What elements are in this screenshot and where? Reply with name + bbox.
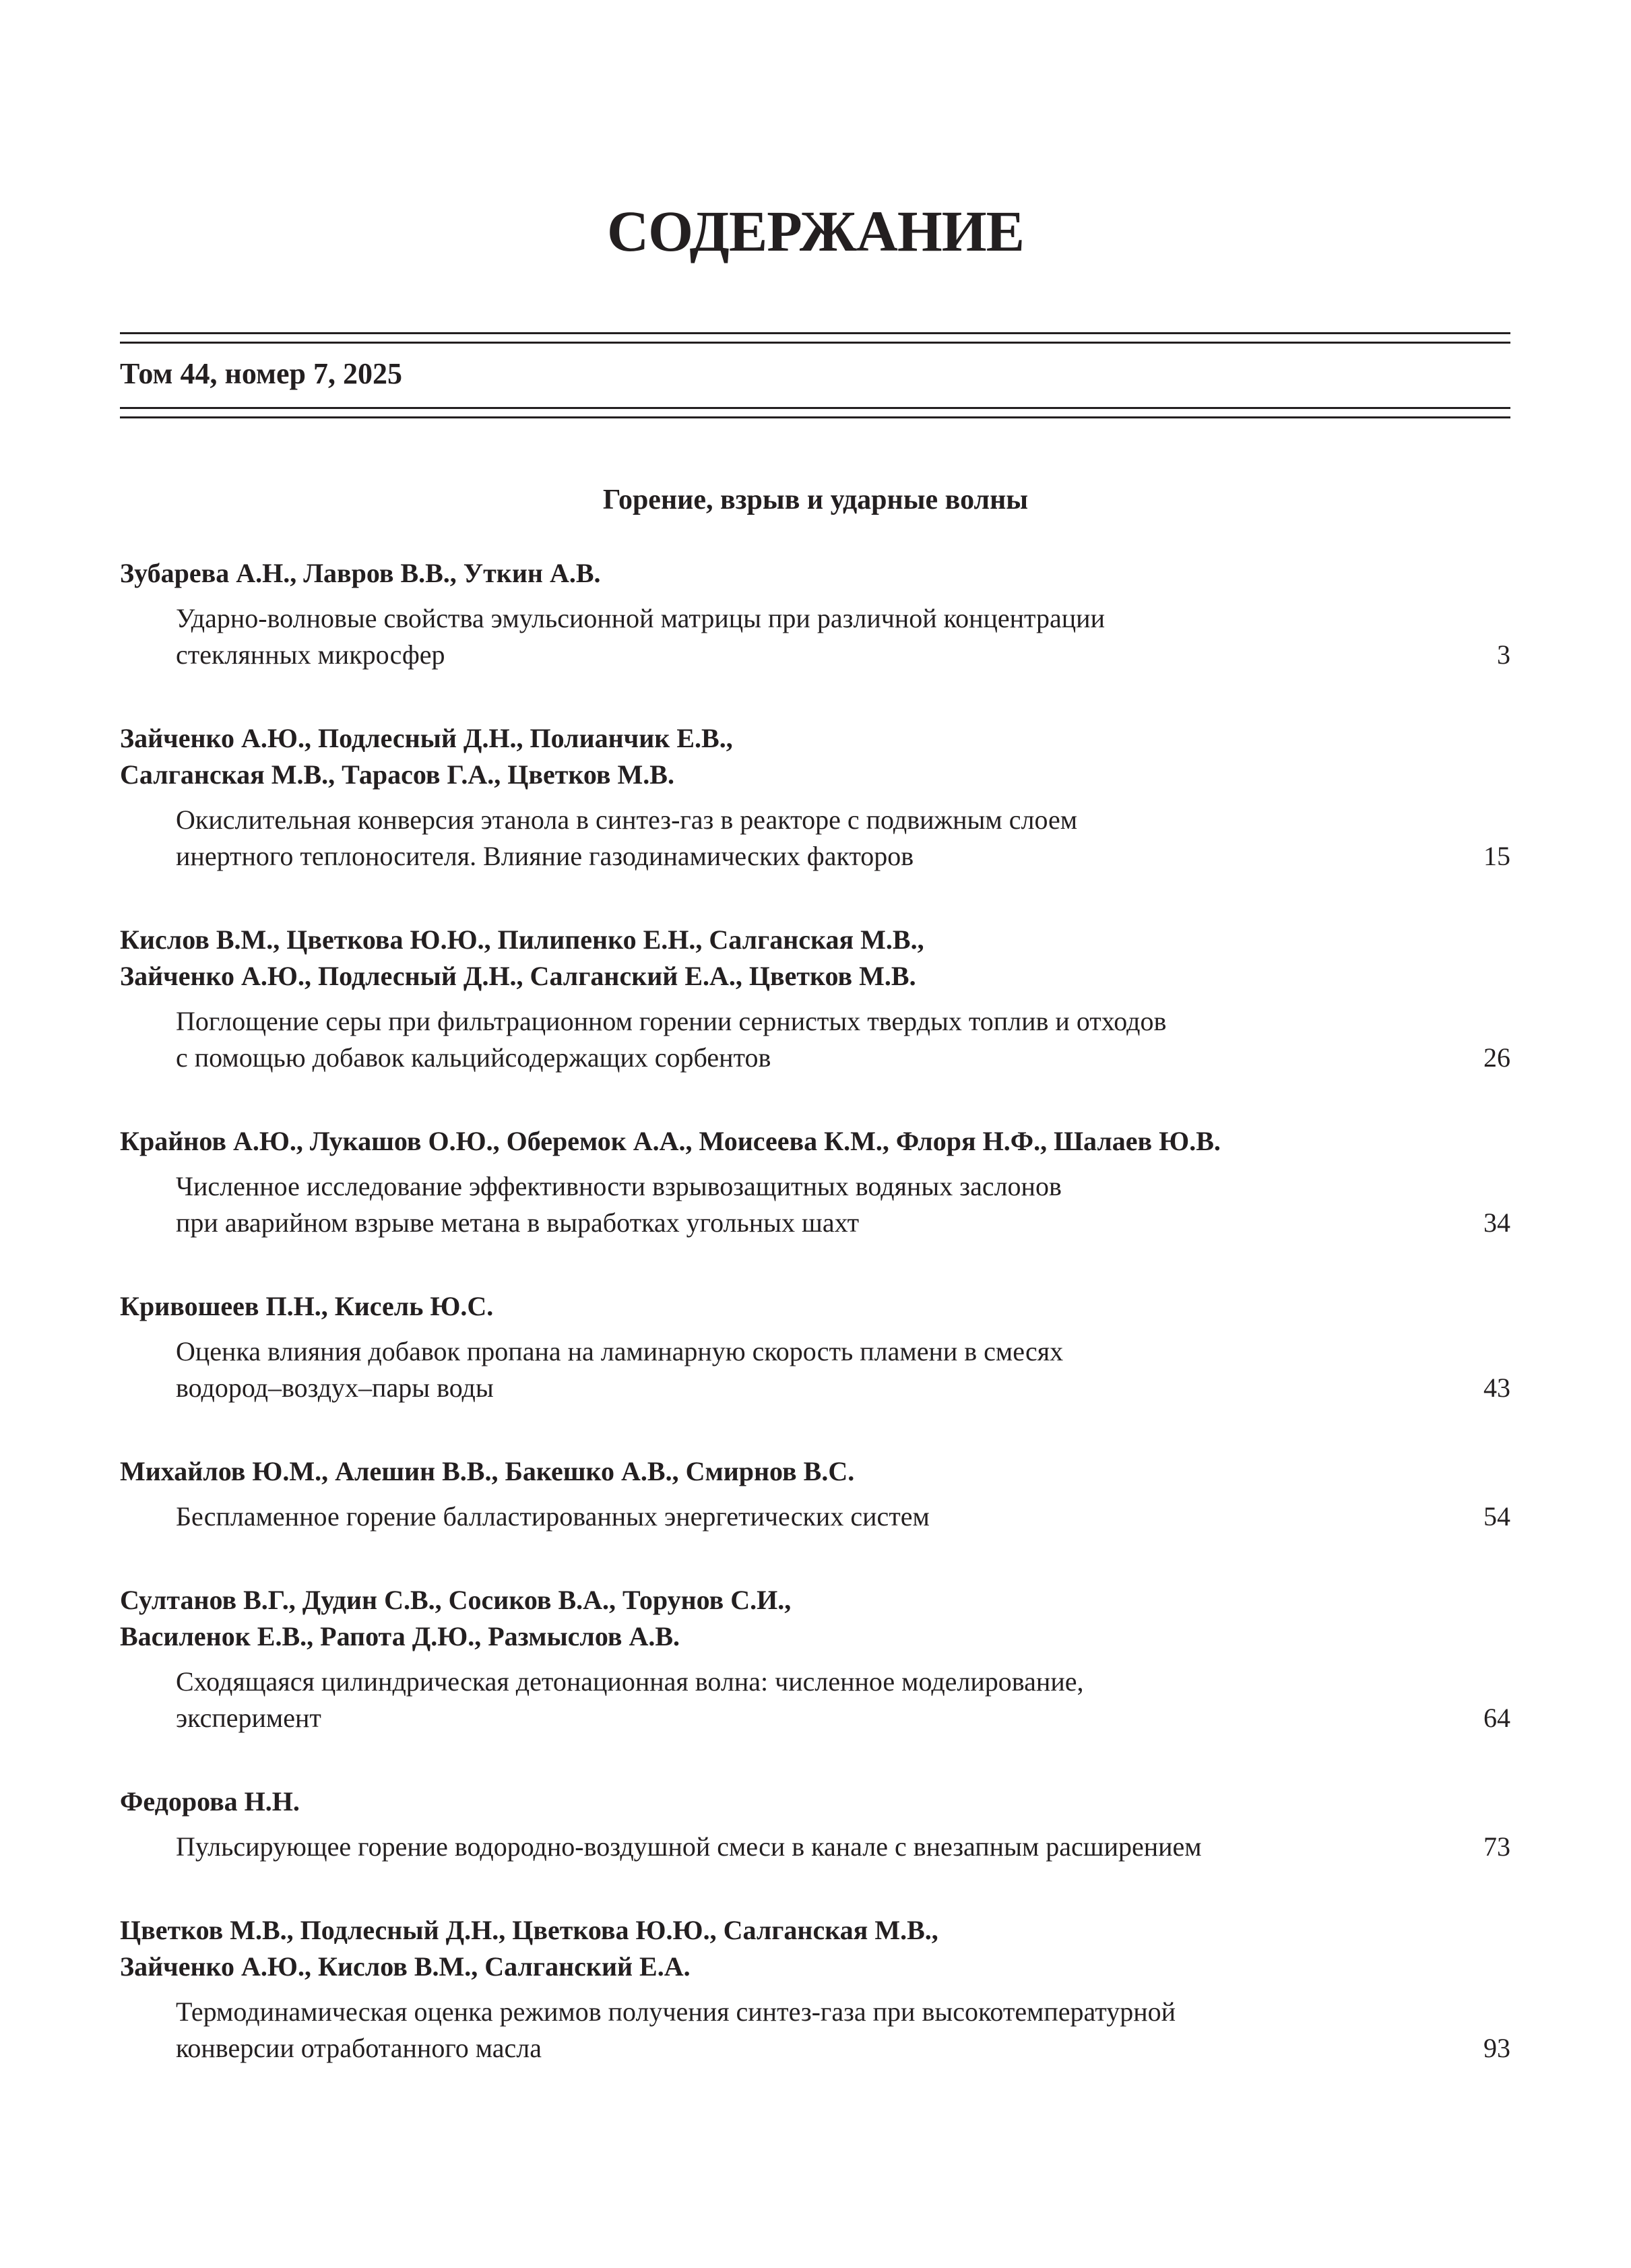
title-line: Беспламенное горение балластированных энергетических систем — [176, 1501, 930, 1532]
title-line: Термодинамическая оценка режимов получения синтез-газа при высокотемпературной — [176, 1996, 1176, 2027]
toc-entry — [120, 1582, 1510, 1736]
page-title: СОДЕРЖАНИЕ — [606, 199, 1025, 263]
toc-entry — [120, 1288, 1510, 1406]
author-line: Зайченко А.Ю., Подлесный Д.Н., Салганский Е.А., Цветков М.В. — [120, 961, 916, 991]
author-line: Цветков М.В., Подлесный Д.Н., Цветкова Ю.Ю., Салганская М.В., — [120, 1915, 938, 1945]
header-rule-top-2 — [120, 342, 1510, 344]
entry-page-number: 93 — [1483, 2033, 1510, 2063]
author-line: Михайлов Ю.М., Алешин В.В., Бакешко А.В., Смирнов В.С. — [120, 1456, 855, 1486]
title-line: конверсии отработанного масла — [176, 2033, 542, 2063]
entry-title — [120, 1003, 1510, 1076]
entry-title — [120, 1168, 1510, 1241]
toc-entry — [120, 1453, 1510, 1535]
toc-entry — [120, 1784, 1510, 1865]
toc-entry — [120, 1912, 1510, 2067]
title-line: Окислительная конверсия этанола в синтез-газ в реакторе с подвижным слоем — [176, 805, 1078, 835]
entry-page-number: 43 — [1483, 1373, 1510, 1403]
entry-page-number: 54 — [1483, 1501, 1510, 1532]
author-line: Василенок Е.В., Рапота Д.Ю., Размыслов А.В. — [120, 1621, 680, 1651]
entry-authors — [120, 1784, 1510, 1820]
author-line: Крайнов А.Ю., Лукашов О.Ю., Оберемок А.А., Моисеева К.М., Флоря Н.Ф., Шалаев Ю.В. — [120, 1126, 1221, 1156]
section-heading: Горение, взрыв и ударные волны — [602, 484, 1029, 515]
entry-page-number: 34 — [1483, 1207, 1510, 1238]
author-line: Федорова Н.Н. — [120, 1786, 300, 1817]
title-line: с помощью добавок кальцийсодержащих сорбентов — [176, 1042, 771, 1073]
issue-info: Том 44, номер 7, 2025 — [120, 357, 402, 390]
entry-page-number: 73 — [1483, 1831, 1510, 1862]
entry-authors — [120, 720, 1510, 793]
entry-authors — [120, 1453, 1510, 1490]
title-line: Поглощение серы при фильтрационном горении сернистых твердых топлив и отходов — [176, 1006, 1167, 1036]
title-line: инертного теплоносителя. Влияние газодинамических факторов — [176, 841, 914, 871]
author-line: Кривошеев П.Н., Кисель Ю.С. — [120, 1291, 494, 1321]
title-line: стеклянных микросфер — [176, 639, 445, 670]
entry-authors — [120, 1123, 1510, 1160]
toc-entry — [120, 720, 1510, 875]
toc-entry — [120, 1123, 1510, 1241]
toc-entries — [120, 555, 1510, 2067]
title-line: Оценка влияния добавок пропана на ламинарную скорость пламени в смесях — [176, 1336, 1064, 1366]
entry-title — [120, 1499, 1510, 1535]
toc-entry — [120, 555, 1510, 673]
entry-title — [120, 1994, 1510, 2067]
header-rule-bottom-2 — [120, 416, 1510, 418]
title-line: эксперимент — [176, 1703, 321, 1733]
title-line: Сходящаяся цилиндрическая детонационная волна: численное моделирование, — [176, 1666, 1084, 1697]
entry-authors — [120, 1582, 1510, 1655]
author-line: Зайченко А.Ю., Кислов В.М., Салганский Е.А. — [120, 1951, 691, 1982]
header-rule-top-1 — [120, 332, 1510, 334]
entry-title — [120, 802, 1510, 875]
title-line: Пульсирующее горение водородно-воздушной смеси в канале с внезапным расширением — [176, 1831, 1202, 1862]
entry-title — [120, 1333, 1510, 1406]
header-rule-bottom-1 — [120, 407, 1510, 409]
author-line: Салганская М.В., Тарасов Г.А., Цветков М.В. — [120, 759, 674, 790]
title-line: водород–воздух–пары воды — [176, 1373, 494, 1403]
author-line: Зайченко А.Ю., Подлесный Д.Н., Полианчик Е.В., — [120, 723, 733, 753]
entry-authors — [120, 555, 1510, 592]
author-line: Султанов В.Г., Дудин С.В., Сосиков В.А., Торунов С.И., — [120, 1585, 792, 1615]
entry-title — [120, 1664, 1510, 1736]
title-line: Ударно-волновые свойства эмульсионной матрицы при различной концентрации — [176, 603, 1105, 633]
author-line: Кислов В.М., Цветкова Ю.Ю., Пилипенко Е.Н., Салганская М.В., — [120, 924, 924, 955]
entry-page-number: 15 — [1483, 841, 1510, 871]
entry-authors — [120, 1912, 1510, 1985]
author-line: Зубарева А.Н., Лавров В.В., Уткин А.В. — [120, 558, 601, 588]
entry-page-number: 64 — [1483, 1703, 1510, 1733]
entry-page-number: 3 — [1497, 639, 1510, 670]
toc-entry — [120, 922, 1510, 1076]
title-line: Численное исследование эффективности взрывозащитных водяных заслонов — [176, 1171, 1062, 1201]
entry-title — [120, 600, 1510, 673]
entry-authors — [120, 1288, 1510, 1325]
entry-page-number: 26 — [1483, 1042, 1510, 1073]
title-line: при аварийном взрыве метана в выработках угольных шахт — [176, 1207, 860, 1238]
entry-title — [120, 1829, 1510, 1865]
entry-authors — [120, 922, 1510, 995]
